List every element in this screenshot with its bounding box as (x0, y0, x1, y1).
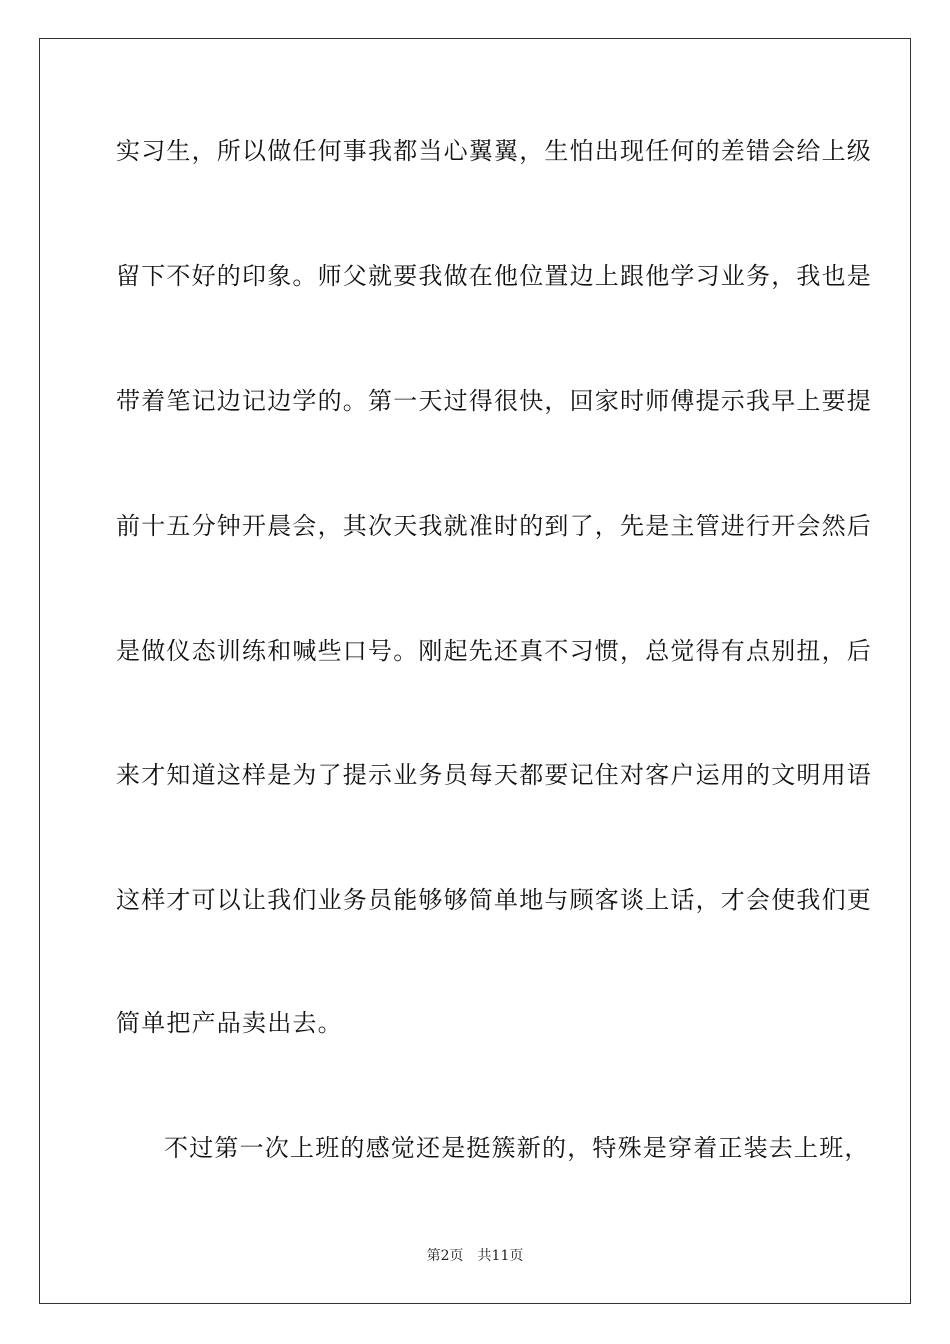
page-footer (0, 1246, 950, 1266)
page-border (39, 38, 911, 1304)
paragraph-line: 实习生，所以做任何事我都当心翼翼，生怕出现任何的差错会给上级 (116, 137, 872, 165)
page-total: 共11页 (477, 1248, 524, 1264)
paragraph-line: 留下不好的印象。师父就要我做在他位置边上跟他学习业务，我也是 (116, 262, 872, 290)
paragraph-line: 前十五分钟开晨会，其次天我就准时的到了，先是主管进行开会然后 (116, 512, 872, 540)
page-number: 第2页 (426, 1248, 464, 1264)
paragraph-line-indented: 不过第一次上班的感觉还是挺簇新的，特殊是穿着正装去上班， (164, 1134, 870, 1162)
paragraph-line: 这样才可以让我们业务员能够够简单地与顾客谈上话，才会使我们更 (116, 886, 872, 914)
paragraph-line: 带着笔记边记边学的。第一天过得很快，回家时师傅提示我早上要提 (116, 387, 872, 415)
paragraph-line: 简单把产品卖出去。 (116, 1009, 343, 1037)
paragraph-line: 是做仪态训练和喊些口号。刚起先还真不习惯，总觉得有点别扭，后 (116, 637, 872, 665)
paragraph-line: 来才知道这样是为了提示业务员每天都要记住对客户运用的文明用语 (116, 761, 872, 789)
